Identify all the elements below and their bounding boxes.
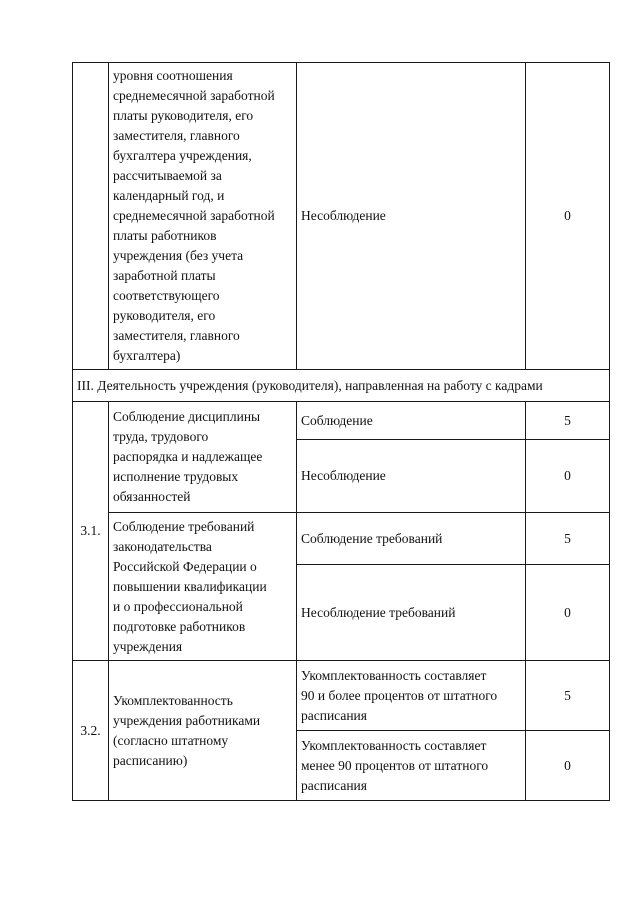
criterion-line: и о профессиональной xyxy=(113,598,243,614)
criterion-line: учреждения (без учета xyxy=(113,248,244,263)
condition-cell xyxy=(297,661,526,731)
criterion-cell xyxy=(109,63,297,370)
score-cell: 5 xyxy=(526,661,610,731)
criterion-line: распорядка и надлежащее xyxy=(113,449,263,464)
criterion-cell xyxy=(109,402,297,513)
table-row xyxy=(73,661,610,731)
criterion-line: уровня соотношения xyxy=(113,68,233,83)
score-cell: 5 xyxy=(526,402,610,440)
condition-cell: Несоблюдение требований xyxy=(297,565,526,661)
criterion-line: Соблюдение требований xyxy=(113,518,255,534)
criterion-line: платы руководителя, его xyxy=(113,108,254,123)
criterion-line: заработной платы xyxy=(113,268,216,283)
table-row xyxy=(73,513,610,565)
table-row xyxy=(73,402,610,440)
score-cell: 0 xyxy=(526,63,610,370)
criterion-cell xyxy=(109,661,297,801)
criterion-line: среднемесячной заработной xyxy=(113,208,275,223)
condition-line: расписания xyxy=(301,777,367,793)
number-cell-empty xyxy=(73,63,109,370)
condition-line: Укомплектованность составляет xyxy=(301,737,487,753)
criterion-line: учреждения работниками xyxy=(113,712,261,728)
criterion-line: труда, трудового xyxy=(113,429,209,444)
item-number: 3.2. xyxy=(73,661,109,801)
criterion-line: бухгалтера учреждения, xyxy=(113,148,252,163)
score-cell: 0 xyxy=(526,565,610,661)
criteria-table xyxy=(72,62,610,801)
criterion-line: Соблюдение дисциплины xyxy=(113,409,261,424)
score-cell: 0 xyxy=(526,731,610,801)
criterion-line: (согласно штатному xyxy=(113,732,229,748)
condition-line: менее 90 процентов от штатного xyxy=(301,757,489,773)
condition-line: расписания xyxy=(301,707,367,723)
condition-line: 90 и более процентов от штатного xyxy=(301,687,498,703)
criterion-line: расписанию) xyxy=(113,752,188,768)
criterion-line: обязанностей xyxy=(113,489,191,504)
criterion-line: заместителя, главного xyxy=(113,128,240,143)
criterion-line: Российской Федерации о xyxy=(113,558,257,574)
criterion-line: подготовке работников xyxy=(113,618,246,634)
criterion-line: среднемесячной заработной xyxy=(113,88,275,103)
table-row-continued xyxy=(73,63,610,370)
condition-cell xyxy=(297,731,526,801)
criterion-line: законодательства xyxy=(113,538,212,554)
criterion-line: Укомплектованность xyxy=(113,692,233,708)
criterion-line: исполнение трудовых xyxy=(113,469,239,484)
criterion-line: бухгалтера) xyxy=(113,348,181,363)
condition-line: Укомплектованность составляет xyxy=(301,667,487,683)
condition-cell: Несоблюдение xyxy=(297,440,526,513)
criterion-line: повышении квалификации xyxy=(113,578,267,594)
criterion-line: учреждения xyxy=(113,638,183,654)
item-number: 3.1. xyxy=(73,402,109,661)
condition-cell: Соблюдение требований xyxy=(297,513,526,565)
criterion-line: соответствующего xyxy=(113,288,220,303)
criterion-line: заместителя, главного xyxy=(113,328,240,343)
criterion-line: календарный год, и xyxy=(113,188,225,203)
score-cell: 5 xyxy=(526,513,610,565)
criterion-line: руководителя, его xyxy=(113,308,216,323)
criterion-line: рассчитываемой за xyxy=(113,168,222,183)
section-header-row xyxy=(73,370,610,402)
criterion-cell xyxy=(109,513,297,661)
criterion-line: платы работников xyxy=(113,228,217,243)
section-title: III. Деятельность учреждения (руководителя), направленная на работу с кадрами xyxy=(73,370,610,402)
condition-cell: Соблюдение xyxy=(297,402,526,440)
score-cell: 0 xyxy=(526,440,610,513)
condition-cell: Несоблюдение xyxy=(297,63,526,370)
